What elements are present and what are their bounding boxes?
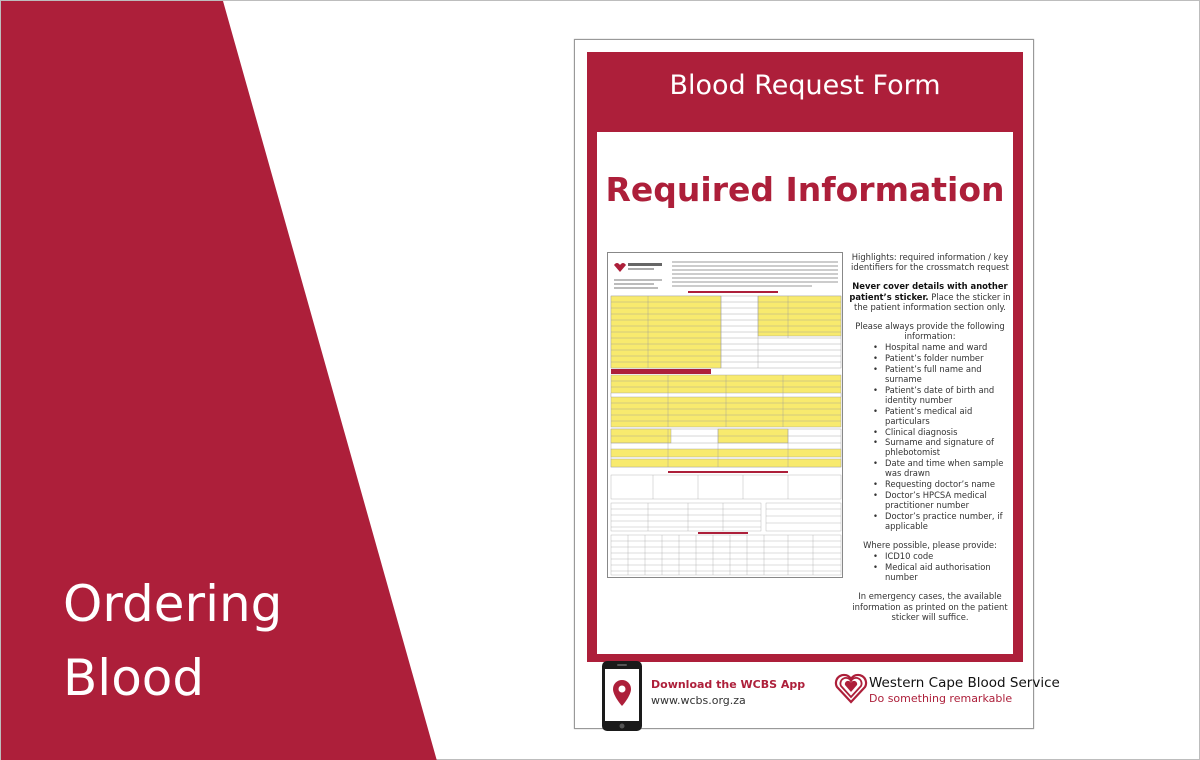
slide-title-line-2: Blood (63, 649, 205, 707)
sticker-warning-rest: Place the sticker in the patient information section only. (854, 291, 1011, 312)
provide-list (873, 342, 1011, 531)
list-item: • ICD10 code (873, 551, 1011, 561)
list-item: • Date and time when sample was drawn (873, 458, 1011, 478)
sticker-warning-bold: Never cover details with another patient’s sticker. (849, 281, 1008, 302)
list-item: • Surname and signature of phlebotomist (873, 437, 1011, 457)
provide-intro: Please always provide the following information: (855, 321, 1005, 342)
poster-header: Blood Request Form (669, 70, 941, 101)
list-item: • Patient’s medical aid particulars (873, 406, 1011, 426)
list-item: • Hospital name and ward (873, 342, 1011, 352)
organisation-tagline: Do something remarkable (869, 692, 1013, 705)
list-item: • Medical aid authorisation number (873, 562, 1011, 582)
list-item: • Patient’s date of birth and identity number (873, 385, 1011, 405)
list-item: • Doctor’s practice number, if applicable (873, 511, 1011, 531)
list-item: • Patient’s folder number (873, 353, 1011, 363)
poster-red-frame (587, 52, 1023, 662)
emergency-note: In emergency cases, the available information as printed on the patient sticker will suffice. (852, 591, 1008, 622)
website-link[interactable]: www.wcbs.org.za (651, 694, 746, 707)
poster-heading: Required Information (605, 170, 1005, 209)
poster-footer (587, 670, 1060, 722)
heart-logo-icon (831, 668, 871, 708)
list-item: • Clinical diagnosis (873, 427, 1011, 437)
highlights-text: Highlights: required information / key identifiers for the crossmatch request (851, 252, 1009, 273)
possible-list (873, 551, 1011, 582)
sticker-warning (849, 281, 1011, 312)
list-item: • Doctor’s HPCSA medical practitioner number (873, 490, 1011, 510)
slide-title-line-1: Ordering (63, 575, 283, 633)
poster-content-panel (597, 132, 1013, 654)
required-info-text (849, 252, 1011, 631)
form-thumbnail (607, 252, 843, 578)
organisation-name: Western Cape Blood Service (869, 675, 1060, 691)
list-item: • Requesting doctor’s name (873, 479, 1011, 489)
download-app-link[interactable]: Download the WCBS App (651, 678, 806, 691)
slide-title (63, 567, 403, 715)
list-item: • Patient’s full name and surname (873, 364, 1011, 384)
form-thumbnail-drawing (608, 253, 843, 578)
possible-intro: Where possible, please provide: (863, 540, 997, 551)
mobile-phone-location-pin-icon (601, 660, 643, 732)
blood-request-form-poster (574, 39, 1060, 729)
